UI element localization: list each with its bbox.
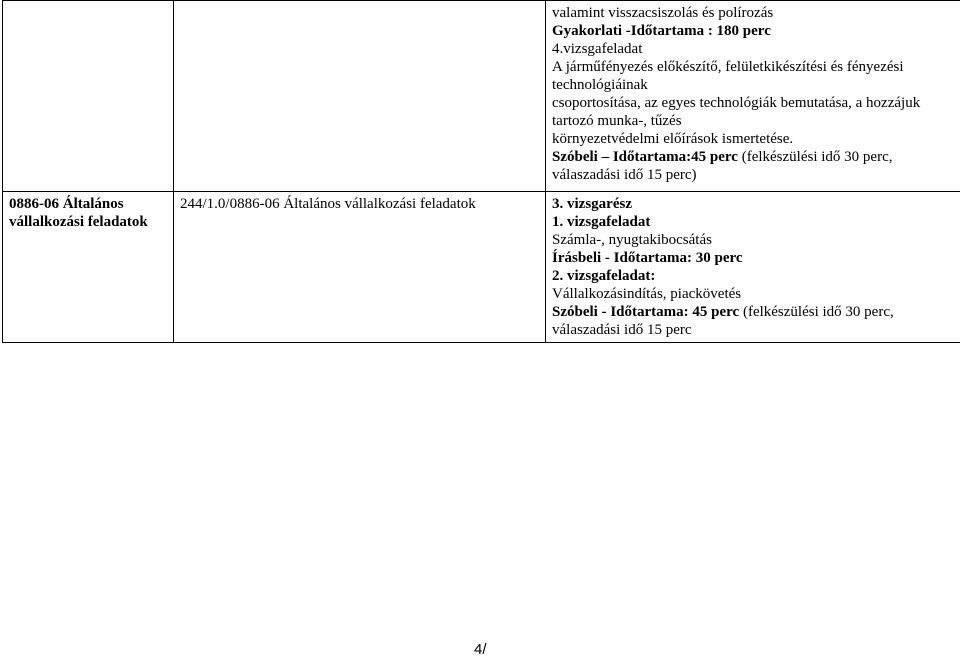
- detail-line: csoportosítása, az egyes technológiák bemutatása, a hozzájuk: [552, 95, 921, 111]
- exam-details-cell: [546, 192, 960, 343]
- detail-line: Vállalkozásindítás, piackövetés: [552, 286, 742, 302]
- oral-prep-time: (felkészülési idő 30 perc,: [737, 149, 893, 165]
- practical-duration-line: Gyakorlati -Időtartama : 180 perc: [552, 23, 771, 39]
- detail-line: valamint visszacsiszolás és polírozás: [552, 5, 774, 21]
- code-cell: [174, 1, 546, 192]
- module-name-line2: vállalkozási feladatok: [9, 214, 148, 230]
- detail-line: A járműfényezés előkészítő, felületkikészítési és fényezési: [552, 59, 904, 75]
- code-cell: [174, 192, 546, 343]
- detail-line: technológiáinak: [552, 77, 648, 93]
- exam-code: 244/1.0/0886-06 Általános vállalkozási feladatok: [180, 196, 476, 212]
- page-number: 4/: [474, 641, 487, 658]
- oral-duration-label: Szóbeli – Időtartama:45 perc: [552, 149, 738, 165]
- task-heading: 4.vizsgafeladat: [552, 41, 643, 57]
- task-heading: 1. vizsgafeladat: [552, 214, 651, 230]
- detail-line: Számla-, nyugtakibocsátás: [552, 232, 712, 248]
- detail-line: válaszadási idő 15 perc: [552, 322, 692, 338]
- exam-details-cell: [546, 1, 960, 192]
- module-text: [3, 1, 173, 11]
- table-row: [3, 192, 960, 343]
- code-text: [174, 1, 545, 11]
- written-duration-line: Írásbeli - Időtartama: 30 perc: [552, 250, 743, 266]
- module-cell: [3, 1, 174, 192]
- oral-prep-time: (felkészülési idő 30 perc,: [739, 304, 894, 320]
- oral-duration-label: Szóbeli - Időtartama: 45 perc: [552, 304, 740, 320]
- exam-requirements-table: [2, 0, 960, 343]
- detail-line: környezetvédelmi előírások ismertetése.: [552, 131, 794, 147]
- module-cell: [3, 192, 174, 343]
- module-name-line1: 0886-06 Általános: [9, 196, 124, 212]
- detail-line: tartozó munka-, tűzés: [552, 113, 682, 129]
- detail-line: válaszadási idő 15 perc): [552, 167, 697, 183]
- table-row: [3, 1, 960, 192]
- exam-part-heading: 3. vizsgarész: [552, 196, 632, 212]
- task-heading: 2. vizsgafeladat:: [552, 268, 656, 284]
